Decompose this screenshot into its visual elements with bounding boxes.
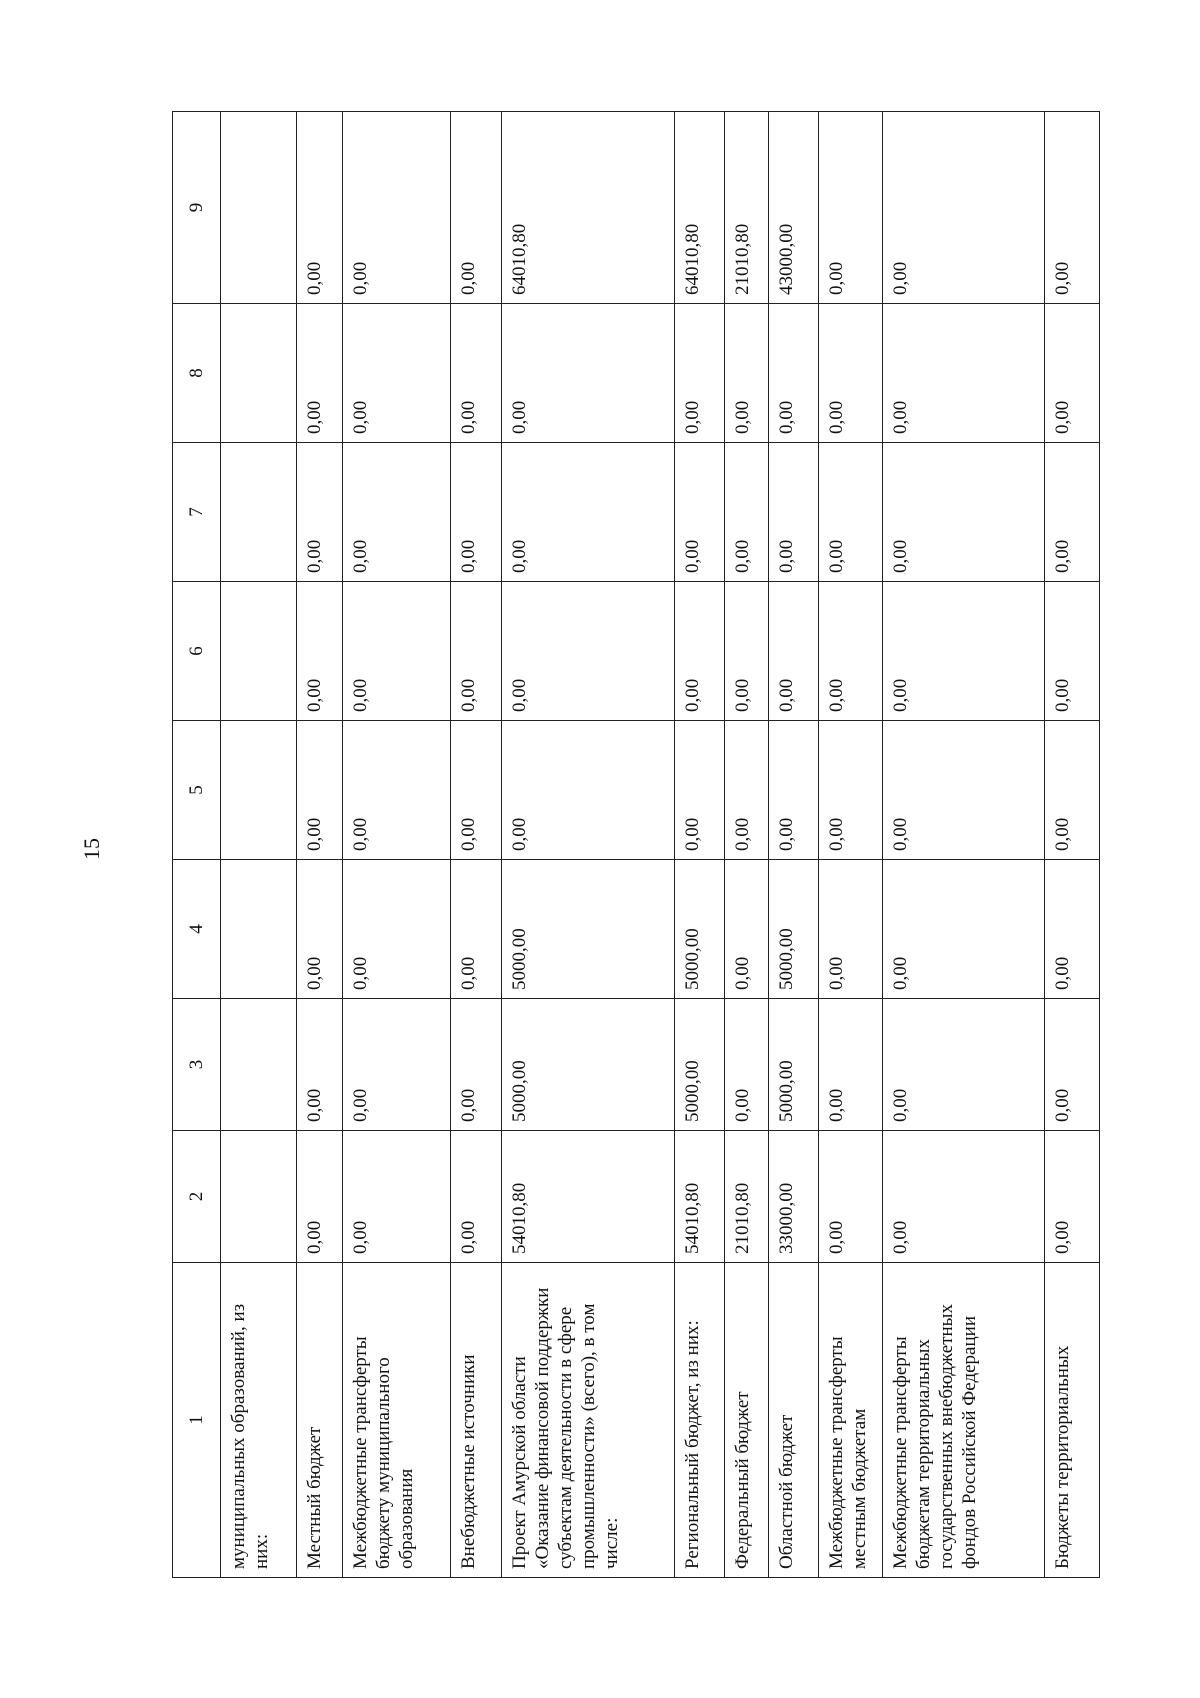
value-cell: 0,00: [675, 304, 724, 443]
value-cell: 0,00: [819, 721, 883, 860]
value-cell: 0,00: [724, 721, 768, 860]
value-cell: 0,00: [882, 443, 1044, 582]
value-cell: 21010,80: [724, 112, 768, 304]
value-cell: 0,00: [675, 582, 724, 721]
value-cell: 0,00: [343, 860, 451, 999]
value-cell: 0,00: [882, 860, 1044, 999]
value-cell: 0,00: [450, 443, 502, 582]
value-cell: 0,00: [502, 582, 675, 721]
value-cell: 5000,00: [768, 999, 818, 1131]
value-cell: 0,00: [882, 999, 1044, 1131]
value-cell: 0,00: [450, 304, 502, 443]
value-cell: 0,00: [450, 860, 502, 999]
value-cell: 0,00: [819, 112, 883, 304]
value-cell: 0,00: [296, 443, 342, 582]
value-cell: 0,00: [819, 443, 883, 582]
table-row: [450, 112, 502, 1578]
row-label: Областной бюджет: [768, 1263, 818, 1578]
value-cell: 0,00: [1045, 112, 1100, 304]
table-row: [343, 112, 451, 1578]
value-cell: 0,00: [343, 112, 451, 304]
header-cell-2: 2: [173, 1131, 221, 1263]
value-cell: 0,00: [296, 999, 342, 1131]
value-cell: 0,00: [819, 1131, 883, 1263]
row-label: Межбюджетные трансферты бюджету муниципального образования: [343, 1263, 451, 1578]
value-cell: 5000,00: [675, 860, 724, 999]
value-cell: 0,00: [819, 860, 883, 999]
value-cell: 0,00: [1045, 304, 1100, 443]
page-number: 15: [79, 838, 104, 860]
value-cell: 0,00: [819, 999, 883, 1131]
value-cell: [221, 443, 297, 582]
value-cell: 0,00: [296, 582, 342, 721]
header-cell-8: 8: [173, 304, 221, 443]
value-cell: 0,00: [296, 112, 342, 304]
table-row: [882, 112, 1044, 1578]
value-cell: 0,00: [882, 582, 1044, 721]
value-cell: 0,00: [1045, 1131, 1100, 1263]
value-cell: 21010,80: [724, 1131, 768, 1263]
value-cell: [221, 1131, 297, 1263]
row-label: Федеральный бюджет: [724, 1263, 768, 1578]
value-cell: 0,00: [819, 582, 883, 721]
value-cell: 0,00: [724, 443, 768, 582]
value-cell: 0,00: [296, 1131, 342, 1263]
value-cell: 0,00: [343, 1131, 451, 1263]
header-cell-7: 7: [173, 443, 221, 582]
value-cell: 0,00: [343, 721, 451, 860]
row-label: Внебюджетные источники: [450, 1263, 502, 1578]
value-cell: [221, 582, 297, 721]
value-cell: 0,00: [882, 721, 1044, 860]
value-cell: 0,00: [1045, 860, 1100, 999]
value-cell: 5000,00: [768, 860, 818, 999]
value-cell: 0,00: [819, 304, 883, 443]
table-row: [221, 112, 297, 1578]
budget-table: [172, 111, 1100, 1578]
value-cell: 0,00: [724, 304, 768, 443]
value-cell: 0,00: [450, 112, 502, 304]
row-label: Бюджеты территориальных: [1045, 1263, 1100, 1578]
value-cell: [221, 860, 297, 999]
value-cell: 0,00: [343, 582, 451, 721]
header-cell-4: 4: [173, 860, 221, 999]
value-cell: 0,00: [450, 1131, 502, 1263]
row-label: Межбюджетные трансферты бюджетам территориальных государственных внебюджетных фондов Российской Федерации: [882, 1263, 1044, 1578]
table-row: [768, 112, 818, 1578]
value-cell: 0,00: [296, 304, 342, 443]
value-cell: 0,00: [343, 443, 451, 582]
header-cell-3: 3: [173, 999, 221, 1131]
header-cell-6: 6: [173, 582, 221, 721]
value-cell: 0,00: [768, 582, 818, 721]
table-row: [1045, 112, 1100, 1578]
value-cell: 54010,80: [502, 1131, 675, 1263]
value-cell: 0,00: [724, 999, 768, 1131]
value-cell: 0,00: [502, 304, 675, 443]
value-cell: 5000,00: [502, 860, 675, 999]
value-cell: 0,00: [450, 999, 502, 1131]
row-label: муниципальных образований, из них:: [221, 1263, 297, 1578]
value-cell: 5000,00: [675, 999, 724, 1131]
rotated-table-container: [172, 112, 1100, 1578]
value-cell: 0,00: [768, 443, 818, 582]
value-cell: 64010,80: [675, 112, 724, 304]
value-cell: 0,00: [768, 721, 818, 860]
value-cell: [221, 304, 297, 443]
value-cell: 0,00: [1045, 443, 1100, 582]
value-cell: 0,00: [675, 443, 724, 582]
value-cell: [221, 112, 297, 304]
header-cell-1: 1: [173, 1263, 221, 1578]
header-row: [173, 112, 221, 1578]
value-cell: 54010,80: [675, 1131, 724, 1263]
value-cell: 0,00: [768, 304, 818, 443]
header-cell-5: 5: [173, 721, 221, 860]
header-cell-9: 9: [173, 112, 221, 304]
value-cell: 64010,80: [502, 112, 675, 304]
value-cell: 0,00: [882, 112, 1044, 304]
value-cell: 0,00: [502, 721, 675, 860]
table-row: [296, 112, 342, 1578]
table-row: [819, 112, 883, 1578]
table-row: [724, 112, 768, 1578]
table-row: [502, 112, 675, 1578]
value-cell: 0,00: [296, 860, 342, 999]
value-cell: 0,00: [882, 304, 1044, 443]
value-cell: 43000,00: [768, 112, 818, 304]
row-label: Местный бюджет: [296, 1263, 342, 1578]
value-cell: 0,00: [675, 721, 724, 860]
value-cell: 33000,00: [768, 1131, 818, 1263]
value-cell: [221, 999, 297, 1131]
value-cell: 0,00: [450, 582, 502, 721]
value-cell: [221, 721, 297, 860]
table-row: [675, 112, 724, 1578]
value-cell: 0,00: [502, 443, 675, 582]
value-cell: 0,00: [1045, 721, 1100, 860]
value-cell: 0,00: [1045, 582, 1100, 721]
row-label: Межбюджетные трансферты местным бюджетам: [819, 1263, 883, 1578]
value-cell: 0,00: [724, 860, 768, 999]
row-label: Региональный бюджет, из них:: [675, 1263, 724, 1578]
value-cell: 0,00: [296, 721, 342, 860]
value-cell: 0,00: [343, 304, 451, 443]
value-cell: 0,00: [343, 999, 451, 1131]
value-cell: 0,00: [882, 1131, 1044, 1263]
value-cell: 0,00: [724, 582, 768, 721]
row-label: Проект Амурской области «Оказание финансовой поддержки субъектам деятельности в сфере промышленности» (всего), в том числе:: [502, 1263, 675, 1578]
value-cell: 0,00: [450, 721, 502, 860]
value-cell: 0,00: [1045, 999, 1100, 1131]
value-cell: 5000,00: [502, 999, 675, 1131]
